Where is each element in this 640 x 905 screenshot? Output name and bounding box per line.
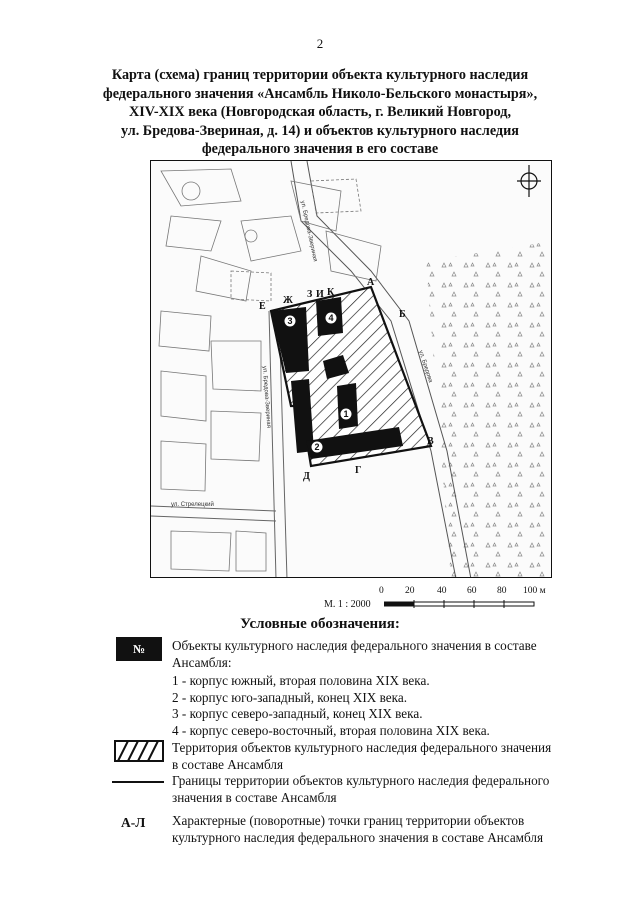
legend-objects xyxy=(172,638,537,739)
legend-objects-text: Объекты культурного наследия федерального значения в составе xyxy=(172,638,537,653)
scale-tick-label: 60 xyxy=(467,586,477,596)
legend-territory xyxy=(172,740,551,773)
street-label: ул. Бредова-Звериная xyxy=(299,200,318,263)
legend-item: 2 - корпус юго-западный, конец XIX века. xyxy=(172,689,407,705)
street-label: ул. Стрелецкий xyxy=(171,502,214,508)
legend-objects-symbol: № xyxy=(116,637,162,661)
point-label-b: Б xyxy=(399,309,406,320)
site-map xyxy=(150,160,552,578)
scale-tick-label: 80 xyxy=(497,586,507,596)
scale-tick-label: 0 xyxy=(379,586,384,596)
point-label-e: Е xyxy=(259,301,266,312)
page-title xyxy=(60,66,580,159)
title-line: федерального значения в его составе xyxy=(201,141,439,157)
legend-boundary-text: Границы территории объектов культурного наследия федерального xyxy=(172,773,550,788)
building-number-1: 1 xyxy=(343,409,349,419)
north-arrow-icon xyxy=(517,165,541,197)
legend-title: Условные обозначения: xyxy=(240,616,400,632)
legend-territory-symbol xyxy=(114,740,164,762)
building-number-4: 4 xyxy=(328,313,334,323)
scale-tick-label: 40 xyxy=(437,586,447,596)
legend-points-text: Характерные (поворотные) точки границ территории объектов xyxy=(172,813,525,828)
legend-item: 4 - корпус северо-восточный, вторая половина XIX века. xyxy=(172,722,490,738)
point-label-g: Г xyxy=(355,465,362,476)
point-label-a: А xyxy=(367,277,375,288)
legend-points-symbol: А-Л xyxy=(121,815,146,830)
legend-objects-text: Ансамбля: xyxy=(172,654,232,670)
scale-ratio: М. 1 : 2000 xyxy=(324,599,371,610)
title-line: ул. Бредова-Звериная, д. 14) и объектов культурного наследия xyxy=(121,122,519,139)
title-line: Карта (схема) границ территории объекта культурного наследия xyxy=(111,67,529,83)
map-drawing xyxy=(151,161,552,578)
point-label-z: З xyxy=(307,289,313,300)
legend-territory-text: в составе Ансамбля xyxy=(172,756,284,772)
scale-bar xyxy=(384,599,544,609)
building-1-east xyxy=(337,383,358,429)
title-line: XIV-XIX века (Новгородская область, г. Великий Новгород, xyxy=(128,104,512,120)
legend-boundary xyxy=(172,773,549,806)
legend-boundary-symbol xyxy=(112,781,164,783)
legend-points-text: культурного наследия федерального значения в составе Ансамбля xyxy=(172,829,544,845)
scale-tick-label: 100 м xyxy=(523,586,546,596)
point-label-d: Д xyxy=(303,471,310,482)
building-number-2: 2 xyxy=(314,442,320,452)
point-label-zh: Ж xyxy=(283,295,293,306)
scale-tick-label: 20 xyxy=(405,586,415,596)
title-line: федерального значения «Ансамбль Николо-Бельского монастыря», xyxy=(102,85,538,102)
legend-territory-text: Территория объектов культурного наследия федерального значения xyxy=(172,740,552,755)
street-label: ул. Бредова xyxy=(417,349,434,384)
map-scale xyxy=(324,586,564,616)
point-label-v: В xyxy=(427,436,434,447)
point-label-i: И xyxy=(316,289,324,300)
legend-item: 3 - корпус северо-западный, конец XIX века. xyxy=(172,706,423,721)
park-area xyxy=(426,241,552,578)
legend-boundary-text: значения в составе Ансамбля xyxy=(172,789,337,805)
legend-points xyxy=(172,813,543,846)
street-label: ул. Бредова-Звериная xyxy=(261,365,272,429)
legend-item: 1 - корпус южный, вторая половина XIX века. xyxy=(172,673,430,688)
page-number: 2 xyxy=(316,36,324,51)
building-number-3: 3 xyxy=(287,316,293,326)
point-label-k: К xyxy=(327,287,335,298)
